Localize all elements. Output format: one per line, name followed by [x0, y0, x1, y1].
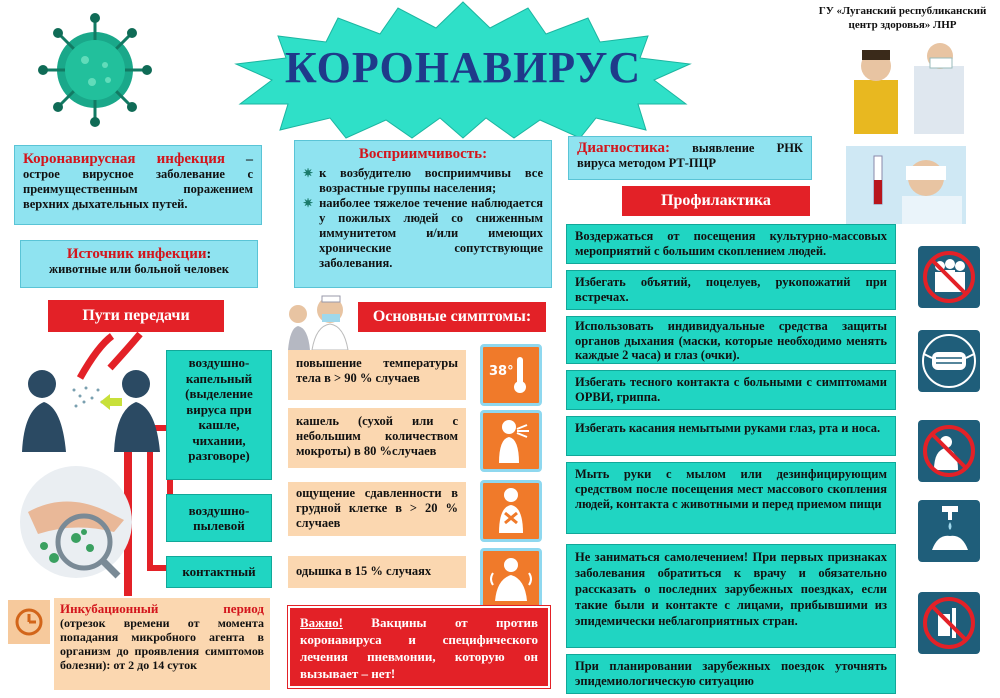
prevention-item: Не заниматься самолечением! При первых признаках заболевания обратиться к врачу и обязательно рассказать о последних зарубежных поездках, если такие были и контакте с лицами, прибывшими из эпидемически неблагоприятных стран.: [566, 544, 896, 648]
cough-icon: [480, 410, 542, 472]
infection-source-box: Источник инфекции: животные или больной человек: [20, 240, 258, 288]
doctor-patient-image: [848, 36, 966, 134]
sneeze-illustration: [14, 362, 164, 452]
page-title: КОРОНАВИРУС: [284, 43, 642, 92]
susceptibility-title: Восприимчивость:: [358, 146, 488, 162]
bullet-icon: ✷: [303, 166, 314, 180]
definition-box: Коронавирусная инфекция – острое вирусное заболевание с преимущественным поражением верхних дыхательных путей.: [14, 145, 262, 225]
symptoms-title: Основные симптомы:: [358, 302, 546, 332]
prevention-item: Использовать индивидуальные средства защиты органов дыхания (маски, которые необходимо менять каждые 2 часа) и глаз (очки).: [566, 316, 896, 364]
symptom-cough: кашель (сухой или с небольшим количеством мокроты) в 80 %случаев: [288, 408, 466, 468]
susceptibility-box: [294, 140, 552, 288]
shortness-of-breath-icon: [480, 548, 542, 610]
symptom-dyspnea: одышка в 15 % случаях: [288, 556, 466, 588]
prevention-title: Профилактика: [622, 186, 810, 216]
no-crowds-icon: [918, 246, 980, 308]
face-mask-icon: [918, 330, 980, 392]
incubation-box: [54, 598, 270, 690]
susceptibility-item: ✷ к возбудителю восприимчивы все возрастные группы населения;: [303, 166, 543, 195]
incubation-icon: [8, 600, 50, 644]
definition-text: острое вирусное заболевание с преимущественным поражением верхних дыхательных путей.: [23, 167, 253, 211]
handshake-illustration: [14, 462, 139, 582]
virus-image: [20, 10, 170, 130]
route-airborne-dust: воздушно-пылевой: [166, 494, 272, 542]
diagnostics-text: выявление РНК вируса методом РТ-ПЦР: [577, 141, 803, 170]
susceptibility-item: ✷ наиболее тяжелое течение наблюдается у пожилых людей со сниженным иммунитетом и/или имеющих хронические сопутствующие заболевания.: [303, 196, 543, 270]
diagnostics-box: [568, 136, 812, 180]
no-face-touching-icon: [918, 420, 980, 482]
symptom-chest-pressure: ощущение сдавленности в грудной клетке в > 20 % случаев: [288, 482, 466, 536]
infection-source-text: животные или больной человек: [49, 262, 229, 276]
bullet-icon: ✷: [303, 196, 314, 210]
transmission-title: Пути передачи: [48, 300, 224, 332]
important-text: Вакцины от против коронавируса и специфического лечения пневмонии, которую он вызывает – нет!: [300, 615, 538, 681]
prevention-item: Избегать касания немытыми руками глаз, рта и носа.: [566, 416, 896, 456]
important-box: [288, 606, 550, 688]
infection-source-title: Источник инфекции: [66, 246, 207, 262]
chest-pain-icon: [480, 480, 542, 542]
prevention-item: Избегать тесного контакта с больными с симптомами ОРВИ, гриппа.: [566, 370, 896, 410]
nurse-mask-image: [286, 292, 352, 350]
important-label: Важно!: [300, 615, 343, 630]
route-contact: контактный: [166, 556, 272, 588]
prevention-item: Мыть руки с мылом или дезинфицирующим средством после посещения мест массового скопления людей, контакта с животными и перед приемом пищи: [566, 462, 896, 534]
prevention-item: Воздержаться от посещения культурно-массовых мероприятий с большим скоплением людей.: [566, 224, 896, 264]
clock-icon: [8, 600, 50, 644]
definition-term: Коронавирусная инфекция: [23, 151, 226, 167]
diagnostics-label: Диагностика:: [577, 140, 670, 156]
hand-washing-icon: [918, 500, 980, 562]
route-airborne-droplet: воздушно-капельный (выделение вируса при кашле, чихании, разговоре): [166, 350, 272, 480]
symptom-fever: повышение температуры тела в > 90 % случаев: [288, 350, 466, 400]
no-self-medication-icon: [918, 592, 980, 654]
prevention-item: Избегать объятий, поцелуев, рукопожатий при встречах.: [566, 270, 896, 310]
organization-name: ГУ «Луганский республиканский центр здоровья» ЛНР: [818, 5, 987, 31]
incubation-text: (отрезок времени от момента попадания микробного агента в организм до проявления симптомов болезни): от 2 до 14 суток: [60, 616, 264, 672]
incubation-title: Инкубационный период: [60, 601, 264, 616]
svg-text:38°: 38°: [489, 364, 514, 379]
lab-test-image: [846, 146, 966, 224]
prevention-item: При планировании зарубежных поездок уточнять эпидемиологическую ситуацию: [566, 654, 896, 694]
thermometer-icon: [480, 344, 542, 406]
